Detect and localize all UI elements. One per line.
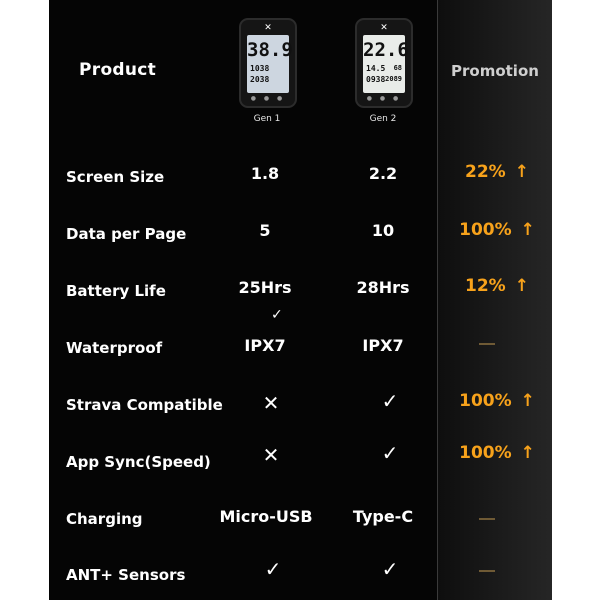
gen2-value-battery-life: 28Hrs	[356, 278, 410, 297]
gen2-screen-line2: 0938	[366, 75, 386, 84]
row-label-data-per-page: Data per Page	[66, 225, 187, 243]
promotion-value: 100%	[459, 443, 512, 463]
gen1-screen	[247, 35, 293, 93]
checkmark-icon: ✓	[271, 307, 283, 323]
row-label-screen-size: Screen Size	[66, 168, 165, 186]
device-buttons-icon: ● ● ●	[366, 95, 402, 102]
brand-logo-icon: ✕	[264, 23, 272, 33]
row-label-app-sync: App Sync(Speed)	[66, 453, 211, 471]
gen1-value-battery-life: 25Hrs	[238, 278, 292, 297]
checkmark-icon: ✓	[381, 441, 399, 465]
up-arrow-icon: ↑	[520, 443, 535, 463]
promotion-column	[437, 0, 552, 600]
row-label-charging: Charging	[66, 510, 143, 528]
promotion-battery-life	[447, 276, 547, 296]
gen2-device-image	[355, 18, 413, 108]
row-label-battery-life: Battery Life	[66, 282, 166, 300]
gen2-screen-line1b: 68	[393, 64, 402, 72]
checkmark-icon: ✓	[381, 557, 399, 581]
gen2-value-charging: Type-C	[352, 507, 414, 526]
device-buttons-icon: ● ● ●	[250, 95, 286, 102]
gen1-value-screen-size: 1.8	[250, 164, 280, 183]
comparison-panel	[49, 0, 552, 600]
row-label-ant-sensors: ANT+ Sensors	[66, 566, 186, 584]
checkmark-icon: ✓	[381, 389, 399, 413]
dash-icon	[479, 570, 495, 572]
gen2-label: Gen 2	[369, 114, 397, 124]
row-label-waterproof: Waterproof	[66, 339, 163, 357]
gen1-value-charging: Micro-USB	[219, 507, 313, 526]
gen2-screen	[363, 35, 409, 93]
gen1-screen-line2: 2038	[250, 75, 270, 84]
product-header: Product	[79, 60, 157, 80]
up-arrow-icon: ↑	[520, 220, 535, 240]
dash-icon	[479, 518, 495, 520]
gen2-screen-line2b: 2089	[385, 75, 402, 83]
promotion-value: 22%	[465, 162, 506, 182]
promotion-value: 100%	[459, 220, 512, 240]
dash-icon	[479, 343, 495, 345]
promotion-value: 12%	[465, 276, 506, 296]
gen1-screen-line1: 1038	[250, 64, 270, 73]
gen2-value-waterproof: IPX7	[362, 336, 404, 355]
promotion-data-per-page	[447, 220, 547, 240]
gen2-value-data-per-page: 10	[371, 221, 395, 240]
gen1-device-image	[239, 18, 297, 108]
gen1-label: Gen 1	[253, 114, 281, 124]
up-arrow-icon: ↑	[514, 276, 529, 296]
promotion-screen-size	[447, 162, 547, 182]
up-arrow-icon: ↑	[520, 391, 535, 411]
gen2-screen-line1: 14.5	[366, 64, 386, 73]
gen2-value-screen-size: 2.2	[368, 164, 398, 183]
gen1-screen-speed: 38.9	[247, 39, 293, 61]
checkmark-icon: ✓	[264, 557, 282, 581]
promotion-strava-compatible	[447, 391, 547, 411]
row-label-strava-compatible: Strava Compatible	[66, 396, 223, 414]
gen1-value-waterproof: IPX7	[244, 336, 286, 355]
brand-logo-icon: ✕	[380, 23, 388, 33]
promotion-app-sync	[447, 443, 547, 463]
gen1-value-data-per-page: 5	[259, 221, 271, 240]
up-arrow-icon: ↑	[514, 162, 529, 182]
cross-icon: ✕	[262, 391, 280, 415]
promotion-header: Promotion	[451, 62, 539, 80]
cross-icon: ✕	[262, 443, 280, 467]
gen2-screen-speed: 22.6	[363, 39, 409, 61]
promotion-value: 100%	[459, 391, 512, 411]
